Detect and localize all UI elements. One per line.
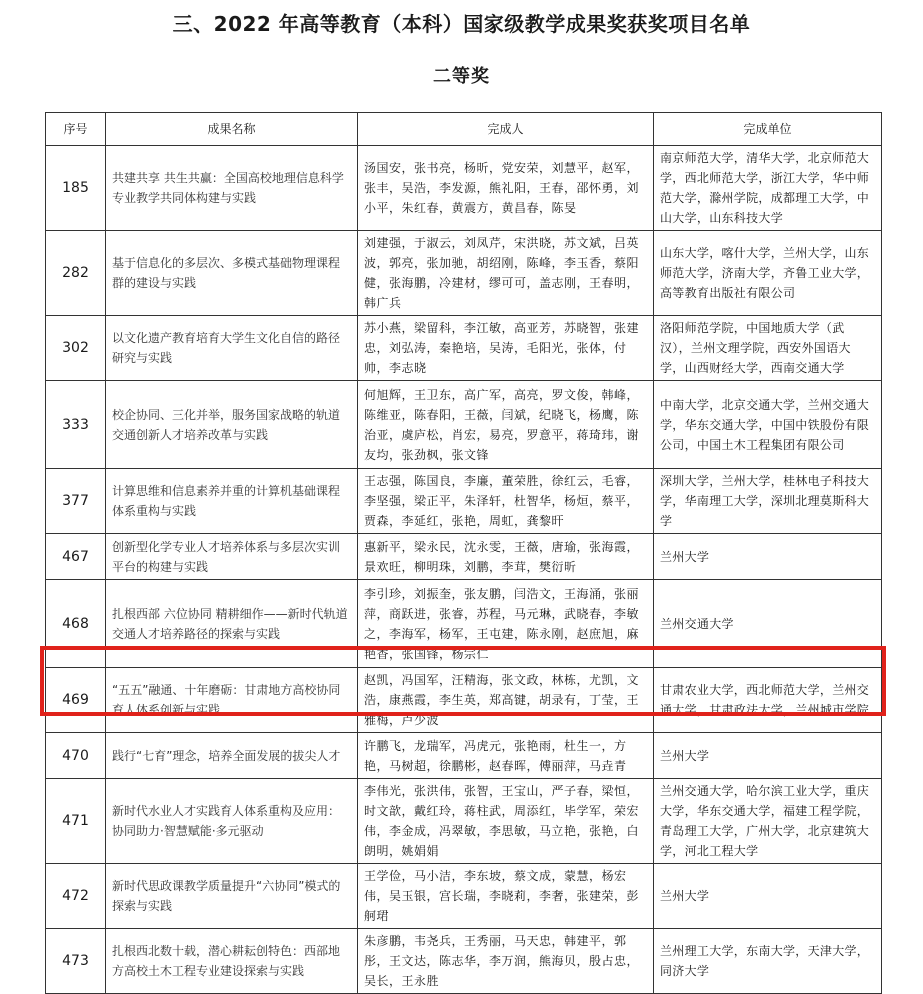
award-level-heading: 二等奖 (433, 66, 490, 87)
row-title: 校企协同、三化并举，服务国家战略的轨道交通创新人才培养改革与实践 (106, 381, 358, 469)
row-index: 468 (46, 580, 106, 668)
row-units: 兰州理工大学，东南大学，天津大学，同济大学 (654, 929, 882, 994)
row-index: 333 (46, 381, 106, 469)
row-people: 李引珍，刘振奎，张友鹏，闫浩文，王海涌，张丽萍，商跃进，张睿，苏程，马元琳，武晓春，李敏之，李海军，杨军，王屯建，陈永刚，赵庶旭，麻艳香，张国锋，杨宗仁 (358, 580, 654, 668)
row-units: 山东大学，喀什大学，兰州大学，山东师范大学，济南大学，齐鲁工业大学，高等教育出版社有限公司 (654, 231, 882, 316)
page-title: 三、2022 年高等教育（本科）国家级教学成果奖获奖项目名单 (172, 12, 751, 36)
row-title: 践行“七育”理念，培养全面发展的拔尖人才 (106, 733, 358, 779)
row-units: 兰州交通大学 (654, 580, 882, 668)
awards-table (45, 112, 882, 994)
row-people: 李伟光，张洪伟，张智，王宝山，严子春，梁恒，时文歆，戴红玲，蒋柱武，周添红，毕学军，荣宏伟，李金成，冯翠敏，李思敏，马立艳，张艳，白朗明，姚娟娟 (358, 779, 654, 864)
row-title: 扎根西北数十载，潜心耕耘创特色：西部地方高校土木工程专业建设探索与实践 (106, 929, 358, 994)
row-index: 377 (46, 469, 106, 534)
table-row (46, 668, 882, 733)
row-people: 许鹏飞，龙瑞军，冯虎元，张艳雨，杜生一，方艳，马树超，徐鹏彬，赵春晖，傅丽萍，马垚青 (358, 733, 654, 779)
row-index: 470 (46, 733, 106, 779)
row-index: 469 (46, 668, 106, 733)
row-units: 兰州大学 (654, 864, 882, 929)
row-index: 282 (46, 231, 106, 316)
table-row (46, 929, 882, 994)
row-people: 王学俭，马小洁，李东坡，蔡文成，蒙慧，杨宏伟，吴玉银，宫长瑞，李晓莉，李奢，张建荣，彭舸珺 (358, 864, 654, 929)
row-people: 赵凯，冯国军，汪精海，张文政，林栋，尤凯，文浩，康燕霞，李生英，郑高键，胡录有，丁莹，王雅梅，卢少波 (358, 668, 654, 733)
row-people: 惠新平，梁永民，沈永雯，王薇，唐瑜，张海霞，景欢旺，柳明珠，刘鹏，李茸，樊衍昕 (358, 534, 654, 580)
row-units: 兰州交通大学，哈尔滨工业大学，重庆大学，华东交通大学，福建工程学院，青岛理工大学，广州大学，北京建筑大学，河北工程大学 (654, 779, 882, 864)
table-row (46, 864, 882, 929)
row-people: 刘建强，于淑云，刘凤芹，宋洪晓，苏文斌，吕英波，郭亮，张加驰，胡绍刚，陈峰，李玉香，蔡阳健，张海鹏，冷建材，缪可可，盖志刚，王春明，韩广兵 (358, 231, 654, 316)
row-title: 新时代思政课教学质量提升“六协同”模式的探索与实践 (106, 864, 358, 929)
row-units: 兰州大学 (654, 534, 882, 580)
header-people: 完成人 (358, 113, 654, 146)
row-people: 朱彦鹏，韦尧兵，王秀丽，马天忠，韩建平，郭彤，王文达，陈志华，李万润，熊海贝，殷占忠，吴长，王永胜 (358, 929, 654, 994)
table-row (46, 733, 882, 779)
table-row (46, 316, 882, 381)
row-title: 新时代水业人才实践育人体系重构及应用：协同助力·智慧赋能·多元驱动 (106, 779, 358, 864)
row-units: 甘肃农业大学，西北师范大学，兰州交通大学，甘肃政法大学，兰州城市学院 (654, 668, 882, 733)
row-units: 中南大学，北京交通大学，兰州交通大学，华东交通大学，中国中铁股份有限公司，中国土木工程集团有限公司 (654, 381, 882, 469)
table-row (46, 580, 882, 668)
table-row (46, 534, 882, 580)
table-row (46, 146, 882, 231)
table-row (46, 231, 882, 316)
row-units: 兰州大学 (654, 733, 882, 779)
row-index: 302 (46, 316, 106, 381)
row-title: “五五”融通、十年磨砺：甘肃地方高校协同育人体系创新与实践 (106, 668, 358, 733)
table-row (46, 381, 882, 469)
row-title: 基于信息化的多层次、多模式基础物理课程群的建设与实践 (106, 231, 358, 316)
table-row (46, 469, 882, 534)
row-title: 共建共享 共生共赢：全国高校地理信息科学专业教学共同体构建与实践 (106, 146, 358, 231)
row-title: 创新型化学专业人才培养体系与多层次实训平台的构建与实践 (106, 534, 358, 580)
row-people: 何旭辉，王卫东，高广军，高亮，罗文俊，韩峰，陈维亚，陈春阳，王薇，闫斌，纪晓飞，杨鹰，陈治亚，虞庐松，肖宏，易亮，罗意平，蒋琦玮，谢友均，张劲枫，张文锋 (358, 381, 654, 469)
row-title: 以文化遗产教育培育大学生文化自信的路径研究与实践 (106, 316, 358, 381)
row-index: 472 (46, 864, 106, 929)
header-index: 序号 (46, 113, 106, 146)
row-units: 深圳大学，兰州大学，桂林电子科技大学，华南理工大学，深圳北理莫斯科大学 (654, 469, 882, 534)
row-units: 南京师范大学，清华大学，北京师范大学，西北师范大学，浙江大学，华中师范大学，滁州学院，成都理工大学，中山大学，山东科技大学 (654, 146, 882, 231)
table-row (46, 779, 882, 864)
row-people: 汤国安，张书亮，杨昕，党安荣，刘慧平，赵军，张丰，吴浩，李发源，熊礼阳，王春，邵怀勇，刘小平，朱红春，黄震方，黄昌春，陈旻 (358, 146, 654, 231)
row-index: 471 (46, 779, 106, 864)
row-title: 扎根西部 六位协同 精耕细作——新时代轨道交通人才培养路径的探索与实践 (106, 580, 358, 668)
row-units: 洛阳师范学院，中国地质大学（武汉），兰州文理学院，西安外国语大学，山西财经大学，西南交通大学 (654, 316, 882, 381)
table-header-row (46, 113, 882, 146)
row-title: 计算思维和信息素养并重的计算机基础课程体系重构与实践 (106, 469, 358, 534)
row-people: 王志强，陈国良，李廉，董荣胜，徐红云，毛睿，李坚强，梁正平，朱泽轩，杜智华，杨烜，蔡平，贾森，李延红，张艳，周虹，龚黎旰 (358, 469, 654, 534)
header-title: 成果名称 (106, 113, 358, 146)
row-index: 473 (46, 929, 106, 994)
row-index: 185 (46, 146, 106, 231)
row-people: 苏小燕，梁留科，李江敏，高亚芳，苏晓智，张建忠，刘弘涛，秦艳培，吴涛，毛阳光，张体，付帅，李志晓 (358, 316, 654, 381)
row-index: 467 (46, 534, 106, 580)
header-units: 完成单位 (654, 113, 882, 146)
